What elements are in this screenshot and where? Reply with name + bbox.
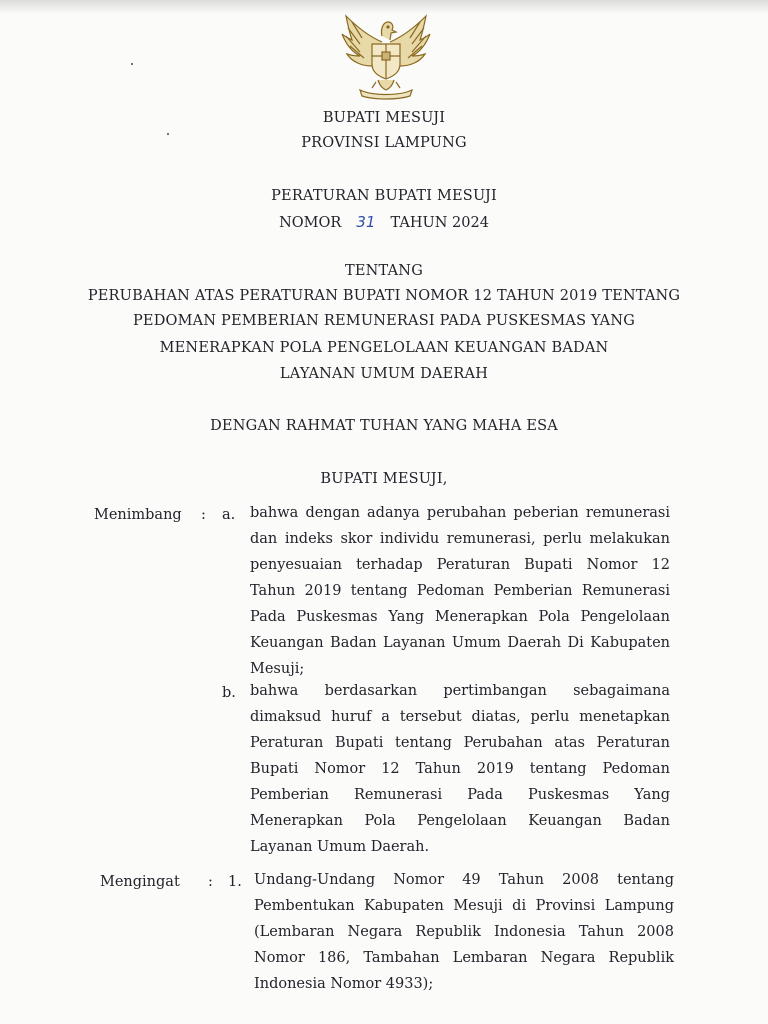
paragraph-line: dimaksud huruf a tersebut diatas, perlu menetapkan — [250, 709, 670, 725]
mengingat-marker-1: 1. — [228, 874, 242, 890]
nomor-label: NOMOR — [279, 215, 342, 231]
menimbang-colon: : — [201, 507, 206, 523]
paragraph-line: Layanan Umum Daerah. — [250, 839, 430, 855]
paragraph-line: bahwa dengan adanya perubahan peberian remunerasi — [250, 505, 670, 521]
regulation-number-line — [0, 213, 768, 231]
subject-line: PEDOMAN PEMBERIAN REMUNERASI PADA PUSKESMAS YANG — [132, 313, 636, 329]
menimbang-item-b — [250, 678, 670, 860]
paragraph-line: Peraturan Bupati tentang Perubahan atas Peraturan — [250, 735, 670, 751]
paragraph-line: (Lembaran Negara Republik Indonesia Tahun 2008 — [254, 924, 674, 940]
paragraph-line: Pemberian Remunerasi Pada Puskesmas Yang — [250, 787, 670, 803]
menimbang-marker-a: a. — [222, 507, 236, 523]
garuda-emblem-icon — [338, 12, 434, 100]
paragraph-line: Mesuji; — [250, 661, 305, 677]
subject-line: PERUBAHAN ATAS PERATURAN BUPATI NOMOR 12 TAHUN 2019 TENTANG — [87, 288, 681, 304]
menimbang-label: Menimbang — [94, 507, 182, 523]
paragraph-line: Keuangan Badan Layanan Umum Daerah Di Kabupaten — [250, 635, 670, 651]
subject-line: MENERAPKAN POLA PENGELOLAAN KEUANGAN BADAN — [159, 340, 609, 356]
paragraph-line: Indonesia Nomor 4933); — [254, 976, 434, 992]
scan-speck — [131, 63, 133, 65]
subject-line: LAYANAN UMUM DAERAH — [279, 366, 489, 382]
menimbang-marker-b: b. — [222, 685, 236, 701]
paragraph-line: Undang-Undang Nomor 49 Tahun 2008 tentang — [254, 872, 674, 888]
tentang-heading: TENTANG — [345, 263, 423, 279]
paragraph-line: Bupati Nomor 12 Tahun 2019 tentang Pedoman — [250, 761, 670, 777]
paragraph-line: Pada Puskesmas Yang Menerapkan Pola Pengelolaan — [250, 609, 670, 625]
paragraph-line: bahwa berdasarkan pertimbangan sebagaimana — [250, 683, 670, 699]
paragraph-line: Menerapkan Pola Pengelolaan Keuangan Badan — [250, 813, 670, 829]
paragraph-line: dan indeks skor individu remunerasi, perlu melakukan — [250, 531, 670, 547]
grace-formula: DENGAN RAHMAT TUHAN YANG MAHA ESA — [210, 418, 558, 434]
mengingat-item-1 — [254, 867, 674, 997]
tahun-label: TAHUN 2024 — [390, 215, 489, 231]
paragraph-line: Nomor 186, Tambahan Lembaran Negara Republik — [254, 950, 674, 966]
paragraph-line: Tahun 2019 tentang Pedoman Pemberian Remunerasi — [250, 583, 670, 599]
official-title: BUPATI MESUJI — [322, 110, 446, 126]
regulation-title: PERATURAN BUPATI MESUJI — [271, 188, 497, 204]
province-title: PROVINSI LAMPUNG — [301, 135, 467, 151]
menimbang-item-a — [250, 500, 670, 682]
issuer-line: BUPATI MESUJI, — [320, 471, 448, 487]
nomor-handwritten-value: 31 — [356, 213, 376, 231]
paragraph-line: Pembentukan Kabupaten Mesuji di Provinsi Lampung — [254, 898, 674, 914]
paragraph-line: penyesuaian terhadap Peraturan Bupati Nomor 12 — [250, 557, 670, 573]
mengingat-colon: : — [208, 874, 213, 890]
mengingat-label: Mengingat — [100, 874, 180, 890]
